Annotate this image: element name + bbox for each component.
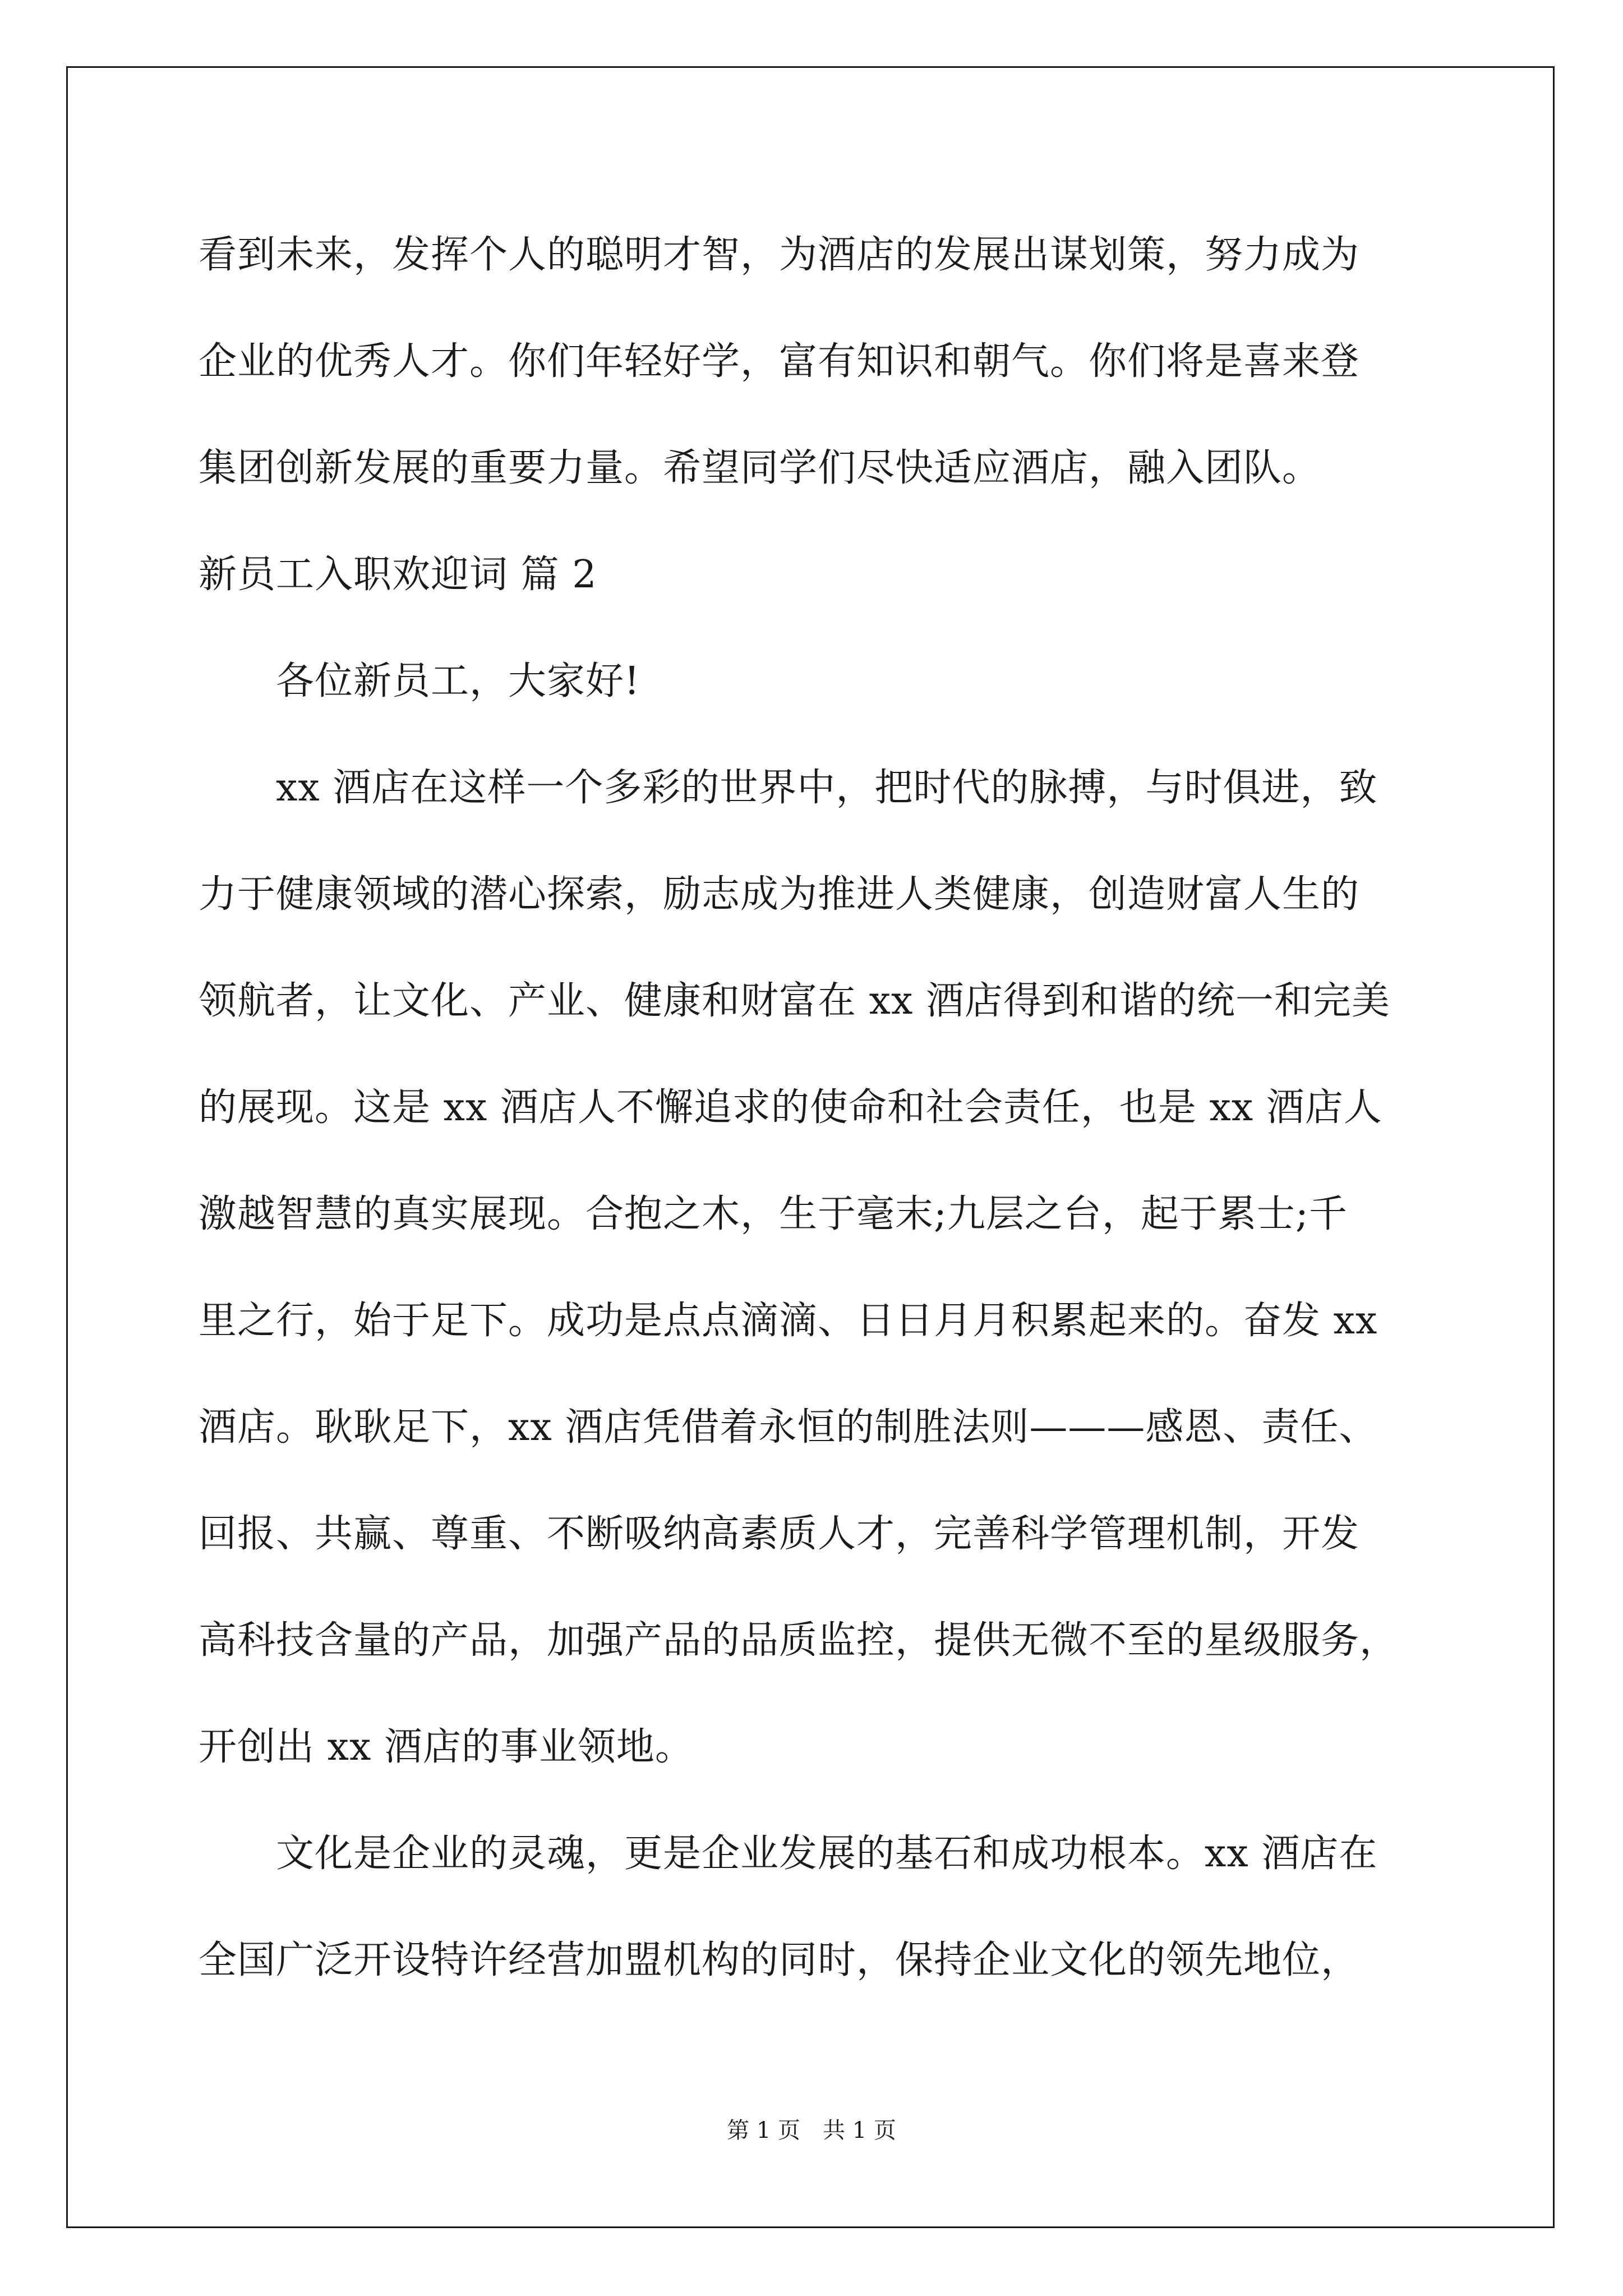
text-line: 的展现。这是 xx 酒店人不懈追求的使命和社会责任，也是 xx 酒店人 <box>199 1085 1382 1130</box>
text-line: 开创出 xx 酒店的事业领地。 <box>199 1725 694 1769</box>
text-line: 激越智慧的真实展现。合抱之木，生于毫末;九层之台，起于累士;千 <box>199 1192 1348 1236</box>
text-line: xx 酒店在这样一个多彩的世界中，把时代的脉搏，与时俱进，致 <box>199 766 1378 810</box>
page-border <box>66 66 1555 2228</box>
text-line: 全国广泛开设特许经营加盟机构的同时，保持企业文化的领先地位， <box>199 1938 1360 1982</box>
greeting-line: 各位新员工，大家好! <box>199 659 640 703</box>
text-line: 看到未来，发挥个人的聪明才智，为酒店的发展出谋划策，努力成为 <box>199 233 1360 277</box>
text-line: 回报、共赢、尊重、不断吸纳高素质人才，完善科学管理机制，开发 <box>199 1512 1360 1556</box>
page-footer: 第 1 页 共 1 页 <box>727 2118 896 2143</box>
text-line: 高科技含量的产品，加强产品的品质监控，提供无微不至的星级服务， <box>199 1618 1399 1663</box>
text-line: 集团创新发展的重要力量。希望同学们尽快适应酒店，融入团队。 <box>199 446 1321 490</box>
text-line: 酒店。耿耿足下，xx 酒店凭借着永恒的制胜法则———感恩、责任、 <box>199 1405 1378 1450</box>
text-line: 领航者，让文化、产业、健康和财富在 xx 酒店得到和谐的统一和完美 <box>199 979 1390 1023</box>
text-line: 力于健康领域的潜心探索，励志成为推进人类健康，创造财富人生的 <box>199 872 1360 917</box>
text-line: 里之行，始于足下。成功是点点滴滴、日日月月积累起来的。奋发 xx <box>199 1299 1378 1343</box>
section-heading: 新员工入职欢迎词 篇 2 <box>199 553 597 597</box>
text-line: 文化是企业的灵魂，更是企业发展的基石和成功根本。xx 酒店在 <box>199 1832 1378 1876</box>
text-line: 企业的优秀人才。你们年轻好学，富有知识和朝气。你们将是喜来登 <box>199 339 1360 384</box>
